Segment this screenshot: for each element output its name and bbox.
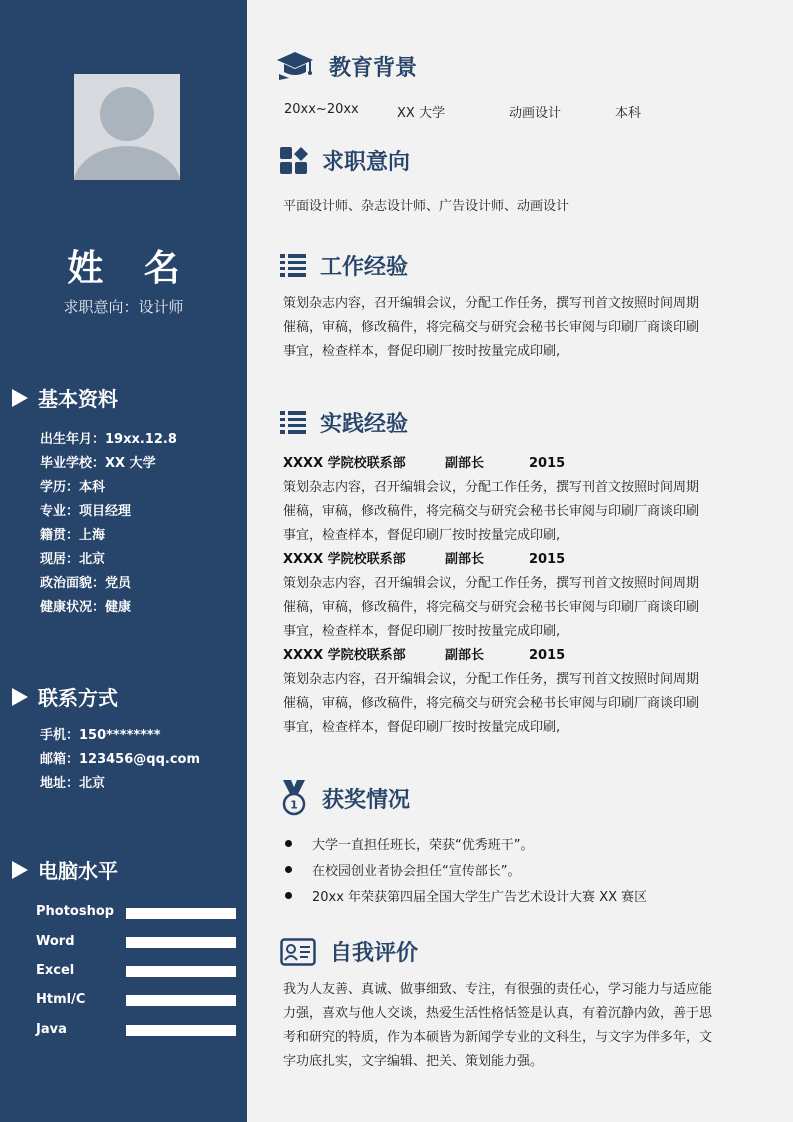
skill-bar-java bbox=[126, 1025, 236, 1036]
edu-major: 动画设计 bbox=[509, 106, 562, 121]
skill-bar-excel bbox=[126, 966, 236, 977]
awards-heading-label: 获奖情况 bbox=[322, 787, 411, 813]
self-eval-line: 力强，喜欢与他人交谈，热爱生活性格恬签是认真，有着沉静内敛，善于思 bbox=[283, 1006, 713, 1021]
info-residence: 现居：北京 bbox=[40, 552, 106, 567]
education-heading-label: 教育背景 bbox=[329, 55, 418, 81]
self-eval-line: 字功底扎实，文字编辑、把关、策划能力强。 bbox=[283, 1054, 544, 1069]
graduation-cap-icon bbox=[275, 50, 315, 82]
self-eval-text bbox=[283, 978, 753, 1074]
skill-label-excel: Excel bbox=[36, 963, 75, 978]
practice-entry-title bbox=[283, 644, 745, 668]
practice-line: 策划杂志内容，召开编辑会议，分配工作任务，撰写刊首文按照时间周期 bbox=[283, 672, 700, 687]
contact-email: 邮箱：123456@qq.com bbox=[40, 752, 201, 767]
education-heading bbox=[275, 50, 417, 82]
edu-degree: 本科 bbox=[615, 106, 642, 121]
edu-period: 20xx~20xx bbox=[284, 102, 359, 117]
award-item bbox=[283, 830, 647, 856]
skill-bar-word bbox=[126, 937, 236, 948]
contact-heading bbox=[12, 682, 118, 711]
practice-org: XXXX 学院校联系部 bbox=[283, 456, 406, 471]
skill-label-html: Html/C bbox=[36, 992, 86, 1007]
skill-label-word: Word bbox=[36, 934, 75, 949]
objective-heading bbox=[280, 145, 410, 176]
self-eval-line: 我为人友善、真诚、做事细致、专注，有很强的责任心，学习能力与适应能 bbox=[283, 982, 713, 997]
contact-heading-label: 联系方式 bbox=[38, 686, 118, 710]
practice-heading bbox=[280, 407, 408, 438]
practice-role: 副部长 bbox=[445, 456, 485, 471]
contact-phone: 手机：150******** bbox=[40, 728, 161, 743]
skills-heading bbox=[12, 855, 118, 884]
practice-line: 事宜，检查样本，督促印刷厂按时按量完成印刷, bbox=[283, 720, 561, 735]
practice-line: 催稿，审稿，修改稿件，将完稿交与研究会秘书长审阅与印刷厂商谈印刷 bbox=[283, 600, 700, 615]
practice-entry-title bbox=[283, 452, 745, 476]
practice-heading-label: 实践经验 bbox=[320, 412, 409, 437]
main-content bbox=[247, 0, 793, 1122]
practice-line: 策划杂志内容，召开编辑会议，分配工作任务，撰写刊首文按照时间周期 bbox=[283, 576, 700, 591]
triangle-icon bbox=[12, 389, 28, 407]
practice-org: XXXX 学院校联系部 bbox=[283, 648, 406, 663]
self-eval-heading-label: 自我评价 bbox=[330, 941, 419, 966]
work-line: 催稿，审稿，修改稿件，将完稿交与研究会秘书长审阅与印刷厂商谈印刷 bbox=[283, 320, 700, 335]
avatar bbox=[74, 74, 180, 180]
triangle-icon bbox=[12, 861, 28, 879]
practice-entry-title bbox=[283, 548, 745, 572]
practice-line: 策划杂志内容，召开编辑会议，分配工作任务，撰写刊首文按照时间周期 bbox=[283, 480, 700, 495]
basic-info-list bbox=[40, 428, 177, 620]
medal-number: 1 bbox=[290, 798, 298, 812]
info-birth: 出生年月：19xx.12.8 bbox=[40, 432, 177, 447]
info-origin: 籍贯：上海 bbox=[40, 528, 106, 543]
award-item bbox=[283, 856, 647, 882]
work-line: 策划杂志内容，召开编辑会议，分配工作任务，撰写刊首文按照时间周期 bbox=[283, 296, 700, 311]
awards-heading bbox=[280, 780, 410, 816]
info-degree: 学历：本科 bbox=[40, 480, 106, 495]
practice-line: 催稿，审稿，修改稿件，将完稿交与研究会秘书长审阅与印刷厂商谈印刷 bbox=[283, 504, 700, 519]
objective-heading-label: 求职意向 bbox=[322, 150, 411, 175]
practice-org: XXXX 学院校联系部 bbox=[283, 552, 406, 567]
work-heading-label: 工作经验 bbox=[320, 255, 409, 280]
person-icon bbox=[74, 74, 180, 180]
practice-year: 2015 bbox=[529, 648, 566, 663]
basic-info-heading bbox=[12, 383, 118, 412]
contact-address: 地址：北京 bbox=[40, 776, 106, 791]
grid-shapes-icon bbox=[280, 147, 308, 175]
name: 姓 名 bbox=[67, 248, 194, 289]
list-icon bbox=[280, 254, 306, 278]
bullet-icon bbox=[285, 892, 292, 899]
sidebar bbox=[0, 0, 247, 1122]
skill-bar-html bbox=[126, 995, 236, 1006]
objective-text: 平面设计师、杂志设计师、广告设计师、动画设计 bbox=[283, 199, 570, 214]
bullet-icon bbox=[285, 840, 292, 847]
practice-year: 2015 bbox=[529, 552, 566, 567]
award-text: 大学一直担任班长，荣获“优秀班干”。 bbox=[312, 837, 534, 853]
practice-year: 2015 bbox=[529, 456, 566, 471]
contact-list bbox=[40, 724, 200, 796]
skill-label-java: Java bbox=[36, 1022, 67, 1037]
practice-list bbox=[283, 452, 745, 740]
bullet-icon bbox=[285, 866, 292, 873]
edu-school: XX 大学 bbox=[397, 106, 445, 121]
practice-line: 催稿，审稿，修改稿件，将完稿交与研究会秘书长审阅与印刷厂商谈印刷 bbox=[283, 696, 700, 711]
practice-line: 事宜，检查样本，督促印刷厂按时按量完成印刷, bbox=[283, 624, 561, 639]
basic-info-heading-label: 基本资料 bbox=[38, 387, 118, 411]
info-health: 健康状况：健康 bbox=[40, 600, 132, 615]
practice-role: 副部长 bbox=[445, 648, 485, 663]
award-text: 20xx 年荣获第四届全国大学生广告艺术设计大赛 XX 赛区 bbox=[312, 889, 648, 905]
skills-heading-label: 电脑水平 bbox=[38, 859, 118, 883]
skill-bar-photoshop bbox=[126, 908, 236, 919]
job-intent: 求职意向：设计师 bbox=[63, 298, 184, 316]
medal-icon bbox=[280, 780, 308, 816]
skill-label-photoshop: Photoshop bbox=[36, 904, 115, 919]
practice-role: 副部长 bbox=[445, 552, 485, 567]
award-item bbox=[283, 882, 647, 908]
practice-line: 事宜，检查样本，督促印刷厂按时按量完成印刷, bbox=[283, 528, 561, 543]
info-school: 毕业学校：XX 大学 bbox=[40, 456, 156, 471]
list-icon bbox=[280, 411, 306, 435]
id-card-icon bbox=[280, 938, 316, 966]
info-major: 专业：项目经理 bbox=[40, 504, 132, 519]
awards-list bbox=[283, 830, 647, 908]
triangle-icon bbox=[12, 688, 28, 706]
work-line: 事宜，检查样本，督促印刷厂按时按量完成印刷, bbox=[283, 344, 561, 359]
self-eval-heading bbox=[280, 936, 418, 967]
self-eval-line: 考和研究的特质，作为本硕皆为新闻学专业的文科生，与文字为伴多年，文 bbox=[283, 1030, 713, 1045]
work-heading bbox=[280, 250, 408, 281]
award-text: 在校园创业者协会担任“宣传部长”。 bbox=[312, 863, 521, 879]
work-description bbox=[283, 292, 745, 364]
info-political: 政治面貌：党员 bbox=[40, 576, 132, 591]
